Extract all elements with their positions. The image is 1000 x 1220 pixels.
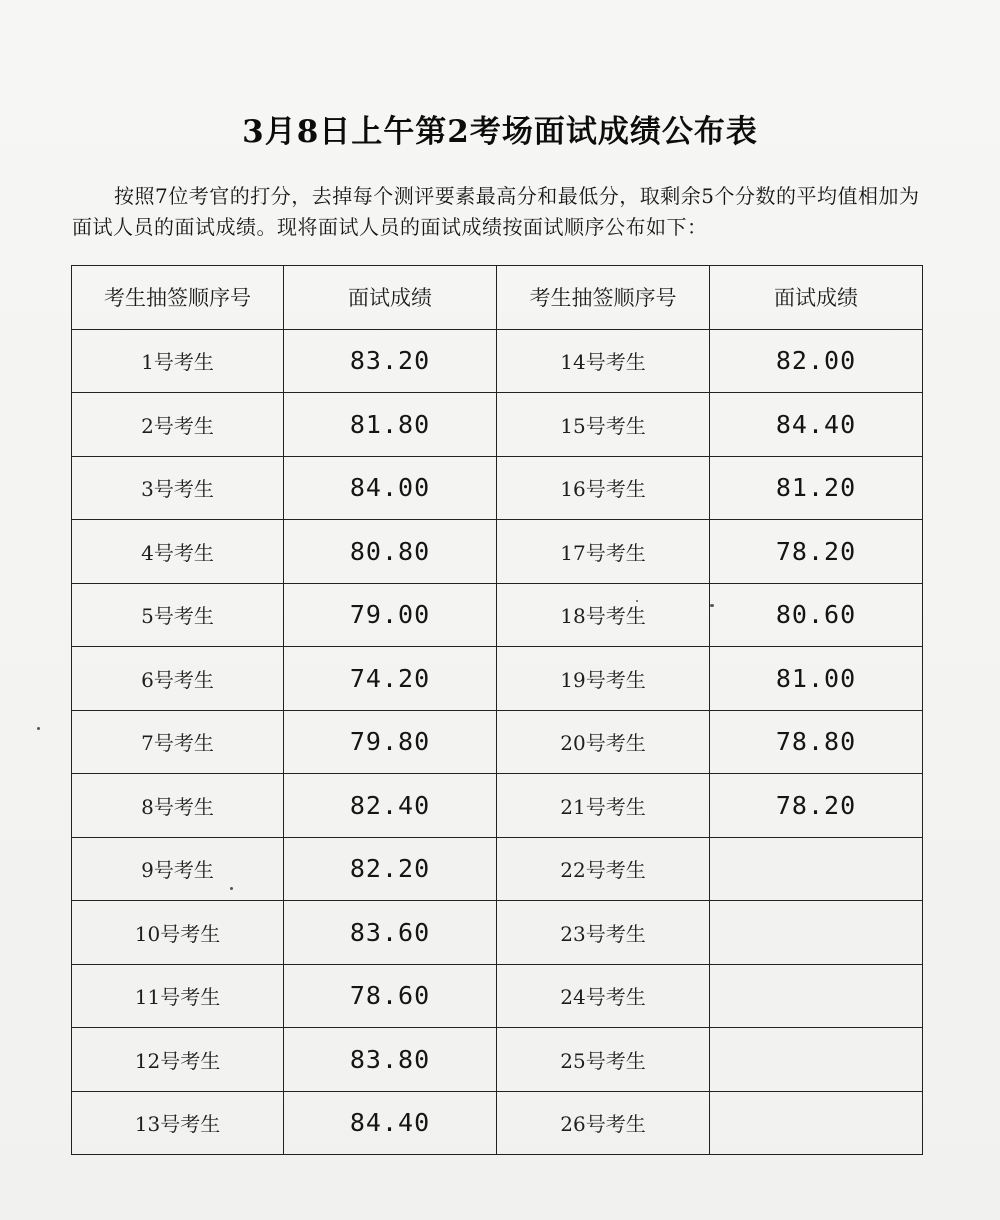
table-row bbox=[72, 837, 923, 901]
examinee-right: 23号考生 bbox=[497, 901, 710, 965]
scan-speck bbox=[636, 600, 638, 602]
examinee-right: 26号考生 bbox=[497, 1091, 710, 1155]
scan-speck bbox=[710, 604, 714, 607]
score-left: 79.00 bbox=[284, 583, 497, 647]
score-right: 78.20 bbox=[710, 520, 923, 584]
score-left: 74.20 bbox=[284, 647, 497, 711]
header-examinee-order-right: 考生抽签顺序号 bbox=[497, 266, 710, 330]
score-right: 81.00 bbox=[710, 647, 923, 711]
examinee-left: 1号考生 bbox=[72, 329, 284, 393]
score-right bbox=[710, 837, 923, 901]
examinee-right: 16号考生 bbox=[497, 456, 710, 520]
examinee-right: 14号考生 bbox=[497, 329, 710, 393]
table-row bbox=[72, 901, 923, 965]
score-left: 78.60 bbox=[284, 964, 497, 1028]
score-right bbox=[710, 1091, 923, 1155]
score-left: 80.80 bbox=[284, 520, 497, 584]
score-right: 78.20 bbox=[710, 774, 923, 838]
examinee-left: 7号考生 bbox=[72, 710, 284, 774]
score-table-body bbox=[72, 329, 923, 1155]
examinee-right: 22号考生 bbox=[497, 837, 710, 901]
score-left: 82.40 bbox=[284, 774, 497, 838]
examinee-right: 20号考生 bbox=[497, 710, 710, 774]
table-row bbox=[72, 710, 923, 774]
table-row bbox=[72, 393, 923, 457]
score-right: 78.80 bbox=[710, 710, 923, 774]
examinee-left: 2号考生 bbox=[72, 393, 284, 457]
examinee-left: 9号考生 bbox=[72, 837, 284, 901]
table-row bbox=[72, 456, 923, 520]
examinee-right: 25号考生 bbox=[497, 1028, 710, 1092]
score-left: 79.80 bbox=[284, 710, 497, 774]
scan-speck bbox=[230, 887, 233, 890]
examinee-right: 19号考生 bbox=[497, 647, 710, 711]
table-row bbox=[72, 647, 923, 711]
score-table bbox=[71, 265, 923, 1155]
table-row bbox=[72, 520, 923, 584]
examinee-left: 3号考生 bbox=[72, 456, 284, 520]
score-right: 84.40 bbox=[710, 393, 923, 457]
score-right: 81.20 bbox=[710, 456, 923, 520]
score-left: 82.20 bbox=[284, 837, 497, 901]
score-left: 83.80 bbox=[284, 1028, 497, 1092]
examinee-left: 12号考生 bbox=[72, 1028, 284, 1092]
examinee-right: 17号考生 bbox=[497, 520, 710, 584]
table-row bbox=[72, 964, 923, 1028]
score-right bbox=[710, 1028, 923, 1092]
header-score-right: 面试成绩 bbox=[710, 266, 923, 330]
table-row bbox=[72, 774, 923, 838]
score-left: 81.80 bbox=[284, 393, 497, 457]
table-header-row bbox=[72, 266, 923, 330]
score-left: 84.00 bbox=[284, 456, 497, 520]
intro-paragraph: 按照7位考官的打分，去掉每个测评要素最高分和最低分，取剩余5个分数的平均值相加为面试人员的面试成绩。现将面试人员的面试成绩按面试顺序公布如下： bbox=[72, 184, 920, 239]
examinee-right: 15号考生 bbox=[497, 393, 710, 457]
score-left: 83.20 bbox=[284, 329, 497, 393]
examinee-left: 8号考生 bbox=[72, 774, 284, 838]
examinee-left: 11号考生 bbox=[72, 964, 284, 1028]
score-right: 82.00 bbox=[710, 329, 923, 393]
score-right bbox=[710, 964, 923, 1028]
header-examinee-order-left: 考生抽签顺序号 bbox=[72, 266, 284, 330]
score-right: 80.60 bbox=[710, 583, 923, 647]
page-title: 3月8日上午第2考场面试成绩公布表 bbox=[242, 114, 758, 150]
examinee-right: 18号考生 bbox=[497, 583, 710, 647]
score-left: 84.40 bbox=[284, 1091, 497, 1155]
header-score-left: 面试成绩 bbox=[284, 266, 497, 330]
examinee-left: 5号考生 bbox=[72, 583, 284, 647]
examinee-left: 13号考生 bbox=[72, 1091, 284, 1155]
examinee-left: 4号考生 bbox=[72, 520, 284, 584]
table-row bbox=[72, 329, 923, 393]
table-row bbox=[72, 1028, 923, 1092]
table-row bbox=[72, 1091, 923, 1155]
examinee-right: 24号考生 bbox=[497, 964, 710, 1028]
examinee-left: 6号考生 bbox=[72, 647, 284, 711]
score-left: 83.60 bbox=[284, 901, 497, 965]
table-row bbox=[72, 583, 923, 647]
score-right bbox=[710, 901, 923, 965]
examinee-right: 21号考生 bbox=[497, 774, 710, 838]
scan-speck bbox=[37, 727, 40, 730]
examinee-left: 10号考生 bbox=[72, 901, 284, 965]
